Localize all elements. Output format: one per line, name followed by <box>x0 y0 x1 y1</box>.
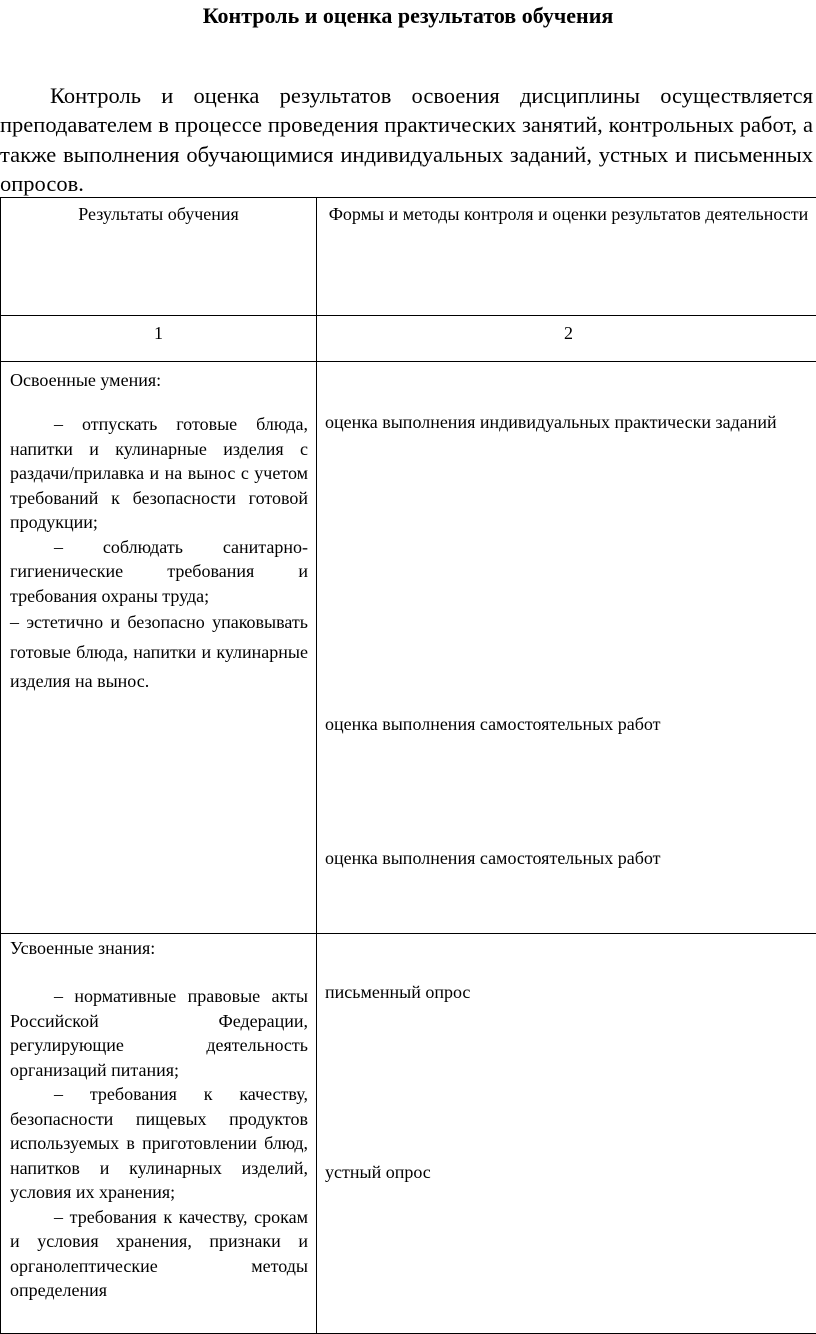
column-number-1: 1 <box>1 316 317 362</box>
skills-method: оценка выполнения индивидуальных практически заданий <box>325 410 816 435</box>
results-table <box>0 197 816 1334</box>
knowledge-item: – требования к качеству, срокам и условия хранения, признаки и органолептические методы определения <box>10 1205 308 1303</box>
knowledge-label: Усвоенные знания: <box>10 936 155 961</box>
skills-method: оценка выполнения самостоятельных работ <box>325 846 816 871</box>
skills-cell <box>1 362 317 934</box>
knowledge-method: устный опрос <box>325 1160 816 1185</box>
knowledge-item: – нормативные правовые акты Российской Федерации, регулирующие деятельность организаций питания; <box>10 984 308 1082</box>
knowledge-cell <box>1 934 317 1334</box>
page-title: Контроль и оценка результатов обучения <box>0 2 816 30</box>
header-methods: Формы и методы контроля и оценки результатов деятельности <box>317 198 816 316</box>
knowledge-item: – требования к качеству, безопасности пищевых продуктов используемых в приготовлении блюд, напитков и кулинарных изделий, условия их хранения; <box>10 1082 308 1205</box>
skill-item: – соблюдать санитарно-гигиенические требования и требования охраны труда; <box>10 535 308 609</box>
table-number-row <box>1 316 816 362</box>
knowledge-list <box>10 984 308 1303</box>
skills-row <box>1 362 816 934</box>
skill-item: – эстетично и безопасно упаковывать готовые блюда, напитки и кулинарные изделия на вынос. <box>10 608 308 697</box>
skills-methods-cell <box>317 362 816 934</box>
table-header-row <box>1 198 816 316</box>
intro-paragraph: Контроль и оценка результатов освоения дисциплины осуществляется преподавателем в процессе проведения практических занятий, контрольных работ, а также выполнения обучающимися индивидуальных заданий, устных и письменных опросов. <box>0 81 813 199</box>
column-number-2: 2 <box>317 316 816 362</box>
skills-label: Освоенные умения: <box>10 368 161 393</box>
skills-list <box>10 412 308 697</box>
skill-item: – отпускать готовые блюда, напитки и кулинарные изделия с раздачи/прилавка и на вынос с учетом требований к безопасности готовой продукции; <box>10 412 308 535</box>
knowledge-methods-cell <box>317 934 816 1334</box>
header-results: Результаты обучения <box>1 198 317 316</box>
skills-method: оценка выполнения самостоятельных работ <box>325 712 816 737</box>
knowledge-method: письменный опрос <box>325 980 816 1005</box>
knowledge-row <box>1 934 816 1334</box>
